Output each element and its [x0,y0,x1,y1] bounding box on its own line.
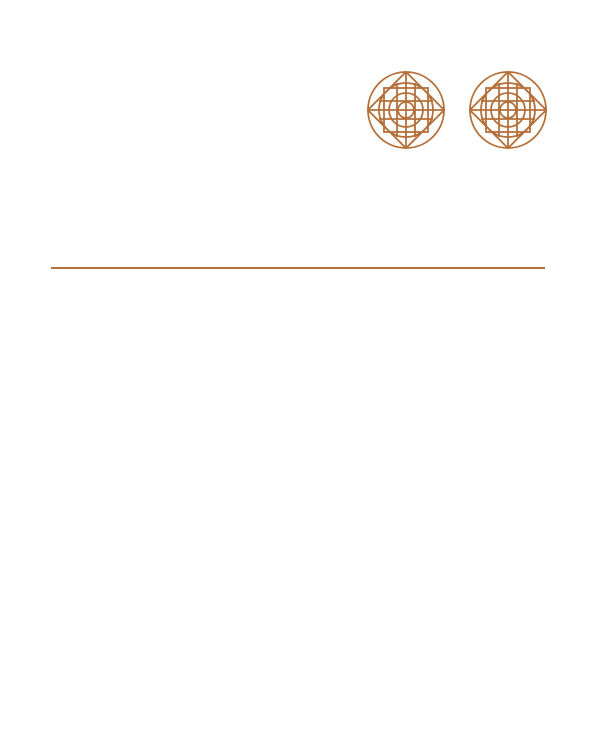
geometric-rosette-icon [468,70,548,150]
geometric-rosette-icon [366,70,446,150]
header-emblems [366,70,548,150]
section-divider [51,267,545,269]
